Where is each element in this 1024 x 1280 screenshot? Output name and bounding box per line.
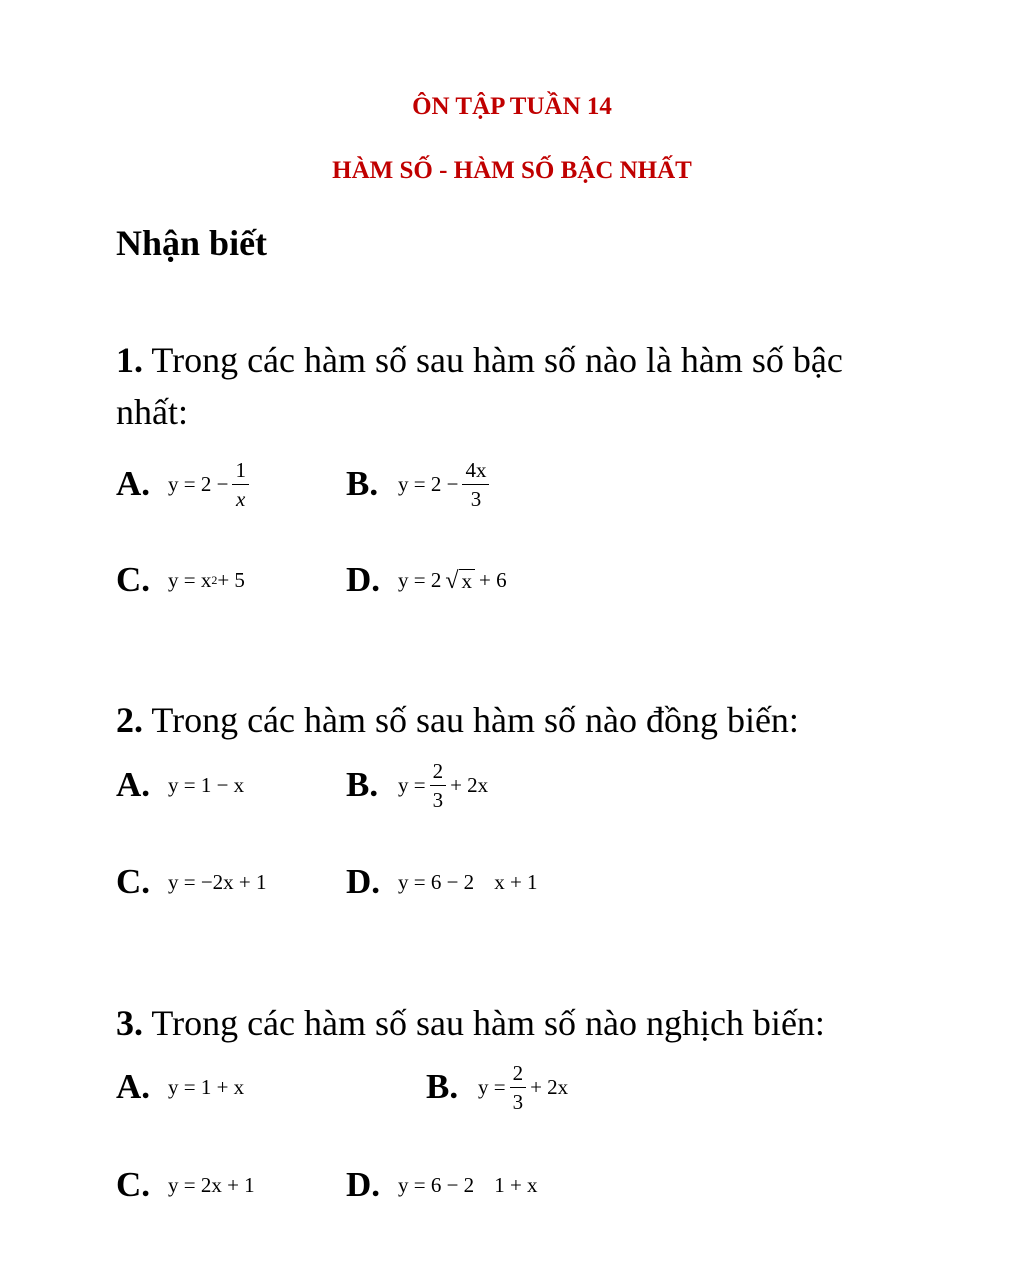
option-formula: y = 2x + 1: [168, 1172, 255, 1197]
option-formula: [478, 1061, 568, 1114]
option-formula: [398, 458, 493, 511]
fraction: [510, 1061, 527, 1114]
option-letter: C.: [116, 1165, 151, 1204]
denominator: 3: [470, 486, 482, 511]
question-text: Trong các hàm số sau hàm số nào là hàm số bậc nhất:: [116, 340, 843, 432]
formula-part: + 5: [217, 567, 245, 592]
fraction: [430, 759, 447, 812]
option-formula: [398, 870, 538, 895]
option-letter: B.: [426, 1067, 459, 1106]
option-1a: [116, 454, 253, 514]
formula-part: y = 2: [398, 567, 442, 592]
question-number: 2.: [116, 700, 143, 740]
option-letter: D.: [346, 1165, 381, 1204]
formula-part: x + 1: [494, 869, 538, 894]
option-1d: [346, 550, 507, 610]
option-3d: [346, 1155, 538, 1215]
section-heading: Nhận biết: [116, 223, 268, 263]
formula-part: + 2x: [450, 772, 489, 797]
question-3: [116, 997, 916, 1049]
formula-part: + 6: [479, 567, 507, 592]
option-letter: B.: [346, 464, 379, 503]
option-letter: D.: [346, 862, 381, 901]
option-formula: y = −2x + 1: [168, 869, 267, 894]
question-text: Trong các hàm số sau hàm số nào đồng biến:: [151, 700, 799, 740]
option-formula: [168, 458, 253, 511]
formula-part: y = 2 −: [398, 471, 459, 496]
option-formula: [398, 568, 507, 593]
formula-part: y =: [398, 772, 426, 797]
numerator: 1: [232, 458, 249, 485]
formula-part: + 2x: [530, 1074, 569, 1099]
square-root: [445, 569, 475, 592]
option-letter: C.: [116, 560, 151, 599]
formula-part: y = 2 −: [168, 471, 229, 496]
option-formula: y = 1 − x: [168, 772, 245, 797]
fraction: [462, 458, 489, 511]
option-2a: [116, 755, 244, 815]
numerator: 4x: [462, 458, 489, 485]
formula-part: y = x: [168, 567, 212, 592]
option-3c: [116, 1155, 255, 1215]
option-formula: [398, 759, 488, 812]
page-title: ÔN TẬP TUẦN 14: [412, 93, 612, 120]
exponent: 2: [211, 572, 218, 587]
question-2: [116, 694, 916, 746]
question-text: Trong các hàm số sau hàm số nào nghịch biến:: [151, 1003, 825, 1043]
page-subtitle: HÀM SỐ - HÀM SỐ BẬC NHẤT: [332, 157, 692, 184]
option-2b: [346, 755, 488, 815]
formula-part: y =: [478, 1074, 506, 1099]
option-letter: A.: [116, 765, 151, 804]
option-3a: [116, 1057, 244, 1117]
numerator: 2: [510, 1061, 527, 1088]
option-2c: [116, 852, 267, 912]
denominator: [233, 485, 248, 511]
option-letter: C.: [116, 862, 151, 901]
option-formula: [398, 1173, 538, 1198]
question-number: 3.: [116, 1003, 143, 1043]
formula-part: 1 + x: [494, 1172, 538, 1197]
fraction: [232, 458, 249, 511]
denominator-var: x: [236, 486, 246, 511]
option-formula: y = 1 + x: [168, 1074, 245, 1099]
question-number: 1.: [116, 340, 143, 380]
formula-part: y = 6 − 2: [398, 1172, 475, 1197]
radicand: x: [459, 569, 476, 592]
numerator: 2: [430, 759, 447, 786]
radical-sign-icon: √: [445, 567, 459, 594]
option-formula: [168, 568, 245, 593]
option-letter: B.: [346, 765, 379, 804]
option-letter: A.: [116, 1067, 151, 1106]
option-letter: D.: [346, 560, 381, 599]
option-1b: [346, 454, 493, 514]
formula-part: y = 6 − 2: [398, 869, 475, 894]
option-2d: [346, 852, 538, 912]
option-letter: A.: [116, 464, 151, 503]
denominator: 3: [432, 787, 444, 812]
denominator: 3: [512, 1089, 524, 1114]
option-1c: [116, 550, 245, 610]
option-3b: [426, 1057, 568, 1117]
question-1: [116, 334, 916, 438]
